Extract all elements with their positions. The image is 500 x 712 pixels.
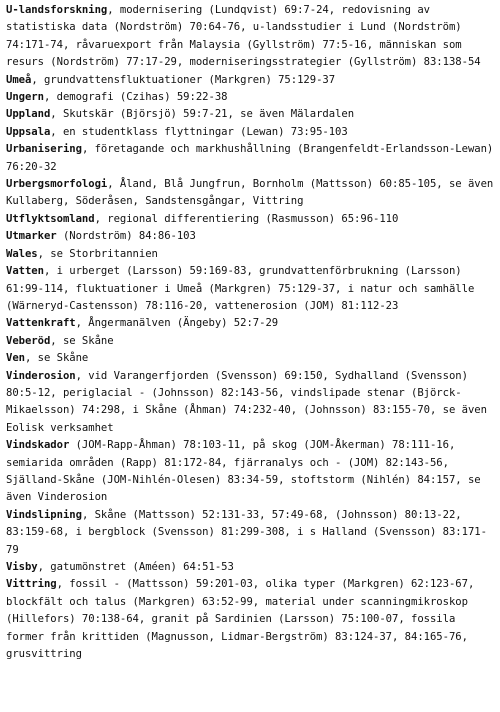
index-entry [6,141,496,176]
entry-text: , grundvattensfluktuationer (Markgren) 75:129-37 [31,73,336,86]
entry-heading: Urbanisering [6,143,82,156]
index-entry [6,576,496,663]
entry-heading: Umeå [6,73,32,86]
entry-heading: Vatten [6,265,44,278]
index-entry [6,176,496,211]
entry-heading: Vindskador [6,439,70,452]
entry-text: (JOM-Rapp-Åhman) 78:103-11, på skog (JOM-Åkerman) 78:111-16, semiarida områden (Rapp) 81:172-84, fjärranalys och - (JOM) 82:143-56, Själland-Skåne (JOM-Nihlén-Olesen) 83:34-59, stoftstorm (Nihlén) 84:157, se även Vinderosion [6,439,481,504]
index-entry [6,507,496,559]
entry-text: , Åland, Blå Jungfrun, Bornholm (Mattsson) 60:85-105, se även Kullaberg, Söderåsen, Sandstensgångar, Vittring [6,178,494,208]
entry-text: , se Skåne [50,334,114,347]
entry-heading: U-landsforskning [6,4,108,16]
entry-text: , se Skåne [24,352,89,365]
index-entry [6,350,496,367]
entry-heading: Wales [6,247,38,260]
entry-heading: Uppsala [6,125,51,138]
index-entry [6,106,496,123]
entry-heading: Uppland [6,108,51,121]
entry-heading: Ungern [6,91,44,104]
entry-text: , fossil - (Mattsson) 59:201-03, olika typer (Markgren) 62:123-67, blockfält och talus (Markgren) 63:52-99, material under scanningmikroskop (Hillefors) 70:138-64, granit på Sardinien (Larsson) 75:100-07, fossila former från krittiden (Magnusson, Lidmar-Bergström) 83:124-37, 84:165-76, grusvittring [6,578,475,661]
entry-text: , demografi (Czihas) 59:22-38 [43,91,228,104]
entry-text: , se Storbritannien [37,247,158,260]
index-entry [6,368,496,438]
entry-text: , vid Varangerfjorden (Svensson) 69:150, Sydhalland (Svensson) 80:5-12, periglacial - (Johnsson) 82:143-56, vindslipade stenar (Björck-Mikaelsson) 74:298, i Skåne (Åhman) 74:232-40, (Johnsson) 83:155-70, se även Eolisk verksamhet [6,369,487,434]
entry-heading: Ven [6,352,25,365]
index-entry [6,315,496,332]
index-entry [6,89,496,106]
index-entry [6,437,496,507]
index-entry [6,72,496,89]
entry-text: , en studentklass flyttningar (Lewan) 73:95-103 [50,125,348,138]
entry-heading: Utflyktsomland [6,212,95,225]
entry-heading: Vattenkraft [6,317,76,330]
entry-text: , i urberget (Larsson) 59:169-83, grundvattenförbrukning (Larsson) 61:99-114, fluktuationer i Umeå (Markgren) 75:129-37, i natur och samhälle (Wärneryd-Castensson) 78:116-20, vattenerosion (JOM) 81:112-23 [6,265,475,312]
index-entry [6,211,496,228]
index-entry [6,333,496,350]
entry-heading: Veberöd [6,334,51,347]
entry-heading: Utmarker [6,230,57,243]
index-entry [6,2,496,72]
entry-text: , Skåne (Mattsson) 52:131-33, 57:49-68, (Johnsson) 80:13-22, 83:159-68, i bergblock (Svensson) 81:299-308, i s Halland (Svensson) 83:171-79 [6,508,487,556]
entry-heading: Urbergsmorfologi [6,178,108,191]
index-entry [6,559,496,576]
index-entry [6,228,496,245]
entry-text: (Nordström) 84:86-103 [56,230,196,243]
index-entry [6,263,496,315]
entry-text: , Skutskär (Björsjö) 59:7-21, se även Mälardalen [50,108,355,121]
entry-text: , företagande och markhushållning (Brangenfeldt-Erlandsson-Lewan) 76:20-32 [6,143,494,173]
entry-text: , regional differentiering (Rasmusson) 65:96-110 [94,212,399,225]
entry-heading: Visby [6,561,38,573]
entry-text: , gatumönstret (Améen) 64:51-53 [37,561,234,573]
entry-heading: Vindslipning [6,508,82,521]
index-entry [6,124,496,141]
entry-heading: Vinderosion [6,369,76,382]
entry-text: , modernisering (Lundqvist) 69:7-24, redovisning av statistiska data (Nordström) 70:64-76, u-landsstudier i Lund (Nordström) 74:171-74, råvaruexport från Malaysia (Gyllström) 77:5-16, människan som resurs (Nordström) 77:17-29, moderniseringsstrategier (Gyllström) 83:138-54 [6,4,481,69]
entry-text: , Ångermanälven (Ängeby) 52:7-29 [75,317,279,330]
index-entry [6,246,496,263]
entry-heading: Vittring [6,578,57,591]
